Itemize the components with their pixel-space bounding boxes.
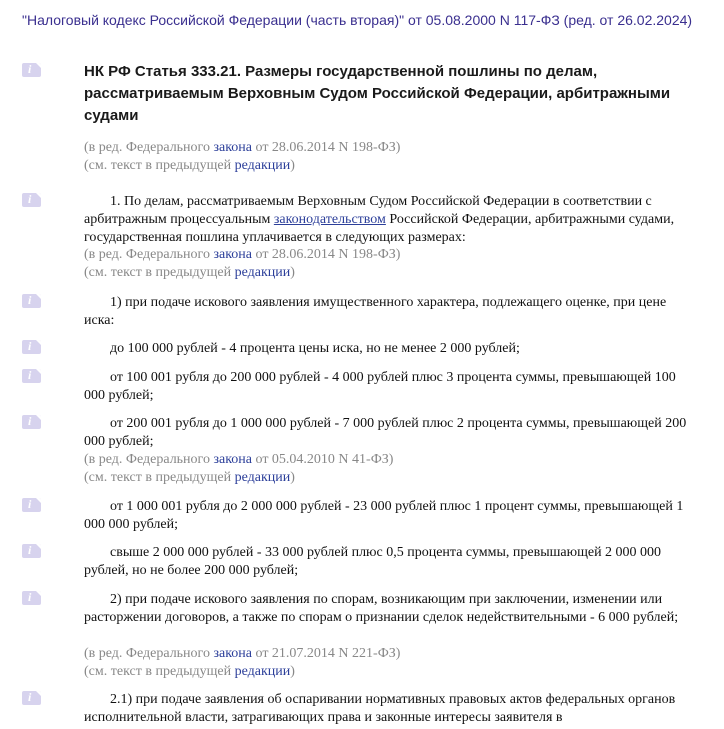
info-glyph: i — [28, 193, 32, 206]
info-icon[interactable] — [22, 193, 41, 207]
info-icon[interactable] — [22, 415, 41, 429]
previous-edition-link[interactable]: редакции — [234, 664, 291, 679]
previous-edition-link[interactable]: редакции — [234, 470, 291, 485]
info-icon[interactable] — [22, 591, 41, 605]
info-glyph: i — [28, 415, 32, 428]
info-icon[interactable] — [22, 544, 41, 558]
legislation-link[interactable]: законодательством — [273, 212, 386, 227]
info-glyph: i — [28, 498, 32, 511]
info-glyph: i — [28, 294, 32, 307]
article-title-line: судами — [84, 107, 139, 124]
info-glyph: i — [28, 544, 32, 557]
info-icon[interactable] — [22, 498, 41, 512]
previous-edition-link[interactable]: редакции — [234, 158, 291, 173]
paragraph-5: от 200 001 рубля до 1 000 000 рублей - 7 000 рублей плюс 2 процента суммы, превышающей 200 000 рублей; — [84, 416, 687, 449]
paragraph-4: от 100 001 рубля до 200 000 рублей - 4 000 рублей плюс 3 процента суммы, превышающей 100 000 рублей; — [84, 370, 676, 403]
document-header-link[interactable]: "Налоговый кодекс Российской Федерации (часть вторая)" от 05.08.2000 N 117-ФЗ (ред. от 26.02.2024) — [22, 12, 693, 28]
paragraph-2: 1) при подаче искового заявления имущественного характера, подлежащего оценке, при цене иска: — [84, 295, 667, 328]
info-glyph: i — [28, 591, 32, 604]
info-glyph: i — [28, 340, 32, 353]
info-glyph: i — [28, 369, 32, 382]
info-icon[interactable] — [22, 63, 41, 77]
info-icon[interactable] — [22, 294, 41, 308]
info-icon[interactable] — [22, 340, 41, 354]
paragraph-3: до 100 000 рублей - 4 процента цены иска, но не менее 2 000 рублей; — [110, 341, 520, 356]
info-icon[interactable] — [22, 691, 41, 705]
article-title — [84, 61, 704, 127]
amendment-note: (в ред. Федерального закона от 05.04.2010 N 41-ФЗ) (см. текст в предыдущей редакции) — [84, 452, 394, 485]
amendment-note: (в ред. Федерального закона от 28.06.2014 N 198-ФЗ) (см. текст в предыдущей редакции) — [84, 247, 401, 280]
info-glyph: i — [28, 691, 32, 704]
paragraph-8: 2) при подаче искового заявления по спорам, возникающим при заключении, изменении или расторжении договоров, а также по спорам о признании сделок недействительными - 6 000 рублей; — [84, 592, 679, 625]
paragraph-9: 2.1) при подаче заявления об оспаривании нормативных правовых актов федеральных органов исполнительной власти, затрагивающих права и законные интересы заявителя в — [84, 692, 676, 725]
article-title-line: НК РФ Статья 333.21. Размеры государственной пошлины по делам, — [84, 63, 598, 80]
amendment-note: (в ред. Федерального закона от 28.06.2014 N 198-ФЗ) (см. текст в предыдущей редакции) — [84, 140, 401, 173]
paragraph-7: свыше 2 000 000 рублей - 33 000 рублей плюс 0,5 процента суммы, превышающей 2 000 000 рублей, но не более 200 000 рублей; — [84, 545, 662, 578]
info-icon[interactable] — [22, 369, 41, 383]
paragraph-6: от 1 000 001 рубля до 2 000 000 рублей - 23 000 рублей плюс 1 процент суммы, превышающей 1 000 000 рублей; — [84, 499, 684, 532]
law-link[interactable]: закона — [213, 452, 252, 467]
law-link[interactable]: закона — [213, 140, 252, 155]
law-link[interactable]: закона — [213, 646, 252, 661]
info-glyph: i — [28, 63, 32, 76]
paragraph-1: 1. По делам, рассматриваемым Верховным Судом Российской Федерации в соответствии с арбитражным процессуальным законодательством Российской Федерации, арбитражными судами, государственная пошлина уплачивается в следующих размерах: — [84, 194, 675, 245]
amendment-note: (в ред. Федерального закона от 21.07.2014 N 221-ФЗ) (см. текст в предыдущей редакции) — [84, 646, 401, 679]
previous-edition-link[interactable]: редакции — [234, 265, 291, 280]
article-title-line: рассматриваемым Верховным Судом Российской Федерации, арбитражными — [84, 85, 671, 102]
law-link[interactable]: закона — [213, 247, 252, 262]
